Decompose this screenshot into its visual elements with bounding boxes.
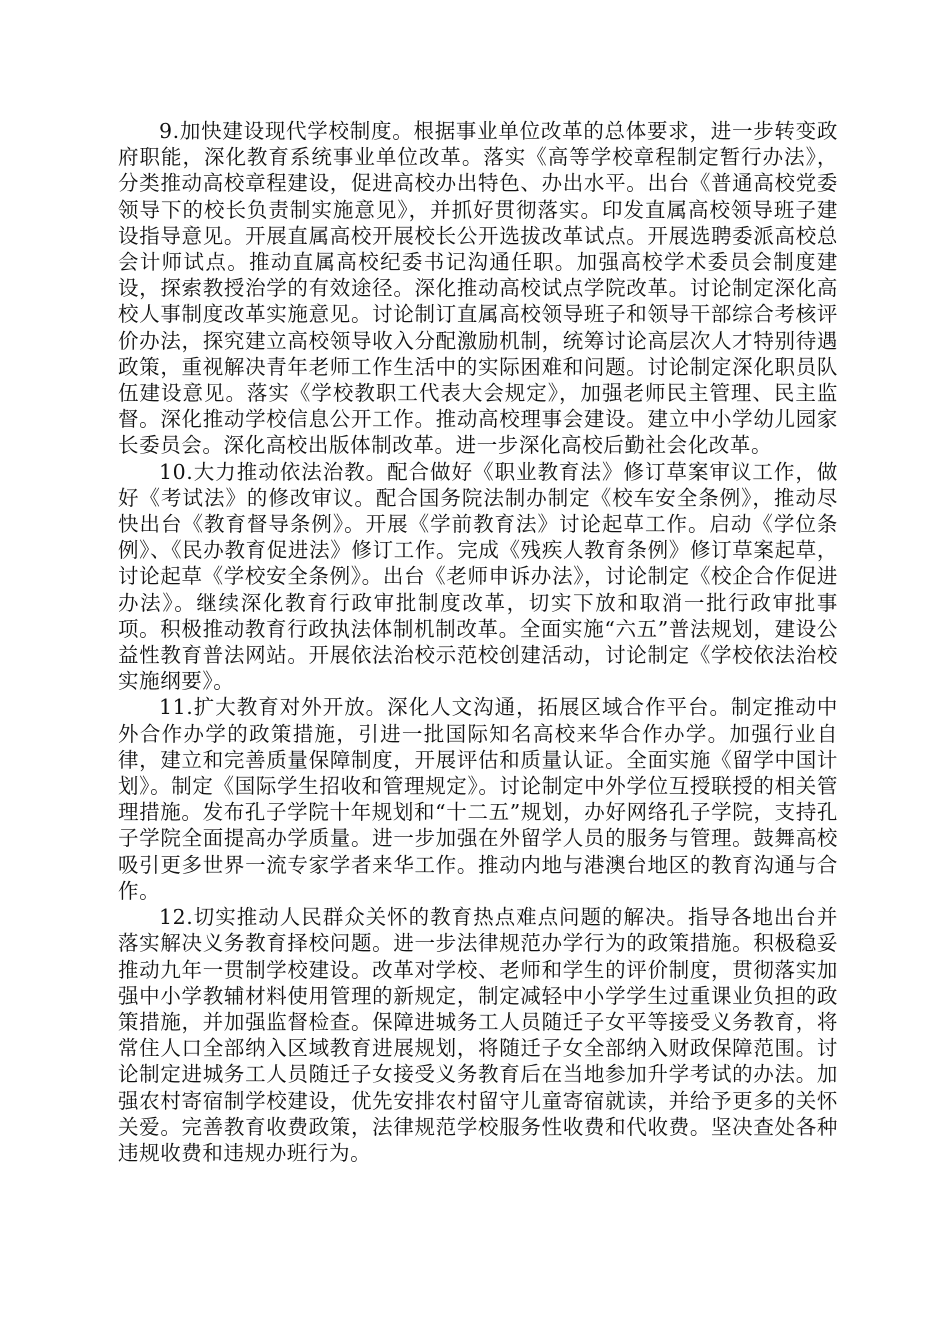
paragraph-11: 11.扩大教育对外开放。深化人文沟通，拓展区域合作平台。制定推动中外合作办学的政策措施，引进一批国际知名高校来华合作办学。加强行业自律，建立和完善质量保障制度，开展评估和质量认证。全面实施《留学中国计划》。制定《国际学生招收和管理规定》。讨论制定中外学位互授联授的相关管理措施。发布孔子学院十年规划和“十二五”规划，办好网络孔子学院，支持孔子学院全面提高办学质量。进一步加强在外留学人员的服务与管理。鼓舞高校吸引更多世界一流专家学者来华工作。推动内地与港澳台地区的教育沟通与合作。 [118,695,838,903]
paragraph-10: 10.大力推动依法治教。配合做好《职业教育法》修订草案审议工作，做好《考试法》的修改审议。配合国务院法制办制定《校车安全条例》，推动尽快出台《教育督导条例》。开展《学前教育法》讨论起草工作。启动《学位条例》、《民办教育促进法》修订工作。完成《残疾人教育条例》修订草案起草，讨论起草《学校安全条例》。出台《老师申诉办法》，讨论制定《校企合作促进办法》。继续深化教育行政审批制度改革，切实下放和取消一批行政审批事项。积极推动教育行政执法体制机制改革。全面实施“六五”普法规划，建设公益性教育普法网站。开展依法治校示范校创建活动，讨论制定《学校依法治校实施纲要》。 [118,459,838,694]
document-body [118,118,838,1166]
paragraph-9: 9.加快建设现代学校制度。根据事业单位改革的总体要求，进一步转变政府职能，深化教育系统事业单位改革。落实《高等学校章程制定暂行办法》，分类推动高校章程建设，促进高校办出特色、办出水平。出台《普通高校党委领导下的校长负责制实施意见》，并抓好贯彻落实。印发直属高校领导班子建设指导意见。开展直属高校开展校长公开选拔改革试点。开展选聘委派高校总会计师试点。推动直属高校纪委书记沟通任职。加强高校学术委员会制度建设，探索教授治学的有效途径。深化推动高校试点学院改革。讨论制定深化高校人事制度改革实施意见。讨论制订直属高校领导班子和领导干部综合考核评价办法，探究建立高校领导收入分配激励机制，统筹讨论高层次人才特别待遇政策，重视解决青年老师工作生活中的实际困难和问题。讨论制定深化职员队伍建设意见。落实《学校教职工代表大会规定》，加强老师民主管理、民主监督。深化推动学校信息公开工作。推动高校理事会建设。建立中小学幼儿园家长委员会。深化高校出版体制改革。进一步深化高校后勤社会化改革。 [118,119,838,458]
paragraph-12: 12.切实推动人民群众关怀的教育热点难点问题的解决。指导各地出台并落实解决义务教育择校问题。进一步法律规范办学行为的政策措施。积极稳妥推动九年一贯制学校建设。改革对学校、老师和学生的评价制度，贯彻落实加强中小学教辅材料使用管理的新规定，制定减轻中小学学生过重课业负担的政策措施，并加强监督检查。保障进城务工人员随迁子女平等接受义务教育，将常住人口全部纳入区域教育进展规划，将随迁子女全部纳入财政保障范围。讨论制定进城务工人员随迁子女接受义务教育后在当地参加升学考试的办法。加强农村寄宿制学校建设，优先安排农村留守儿童寄宿就读，并给予更多的关怀关爱。完善教育收费政策，法律规范学校服务性收费和代收费。坚决查处各种违规收费和违规办班行为。 [118,905,838,1165]
